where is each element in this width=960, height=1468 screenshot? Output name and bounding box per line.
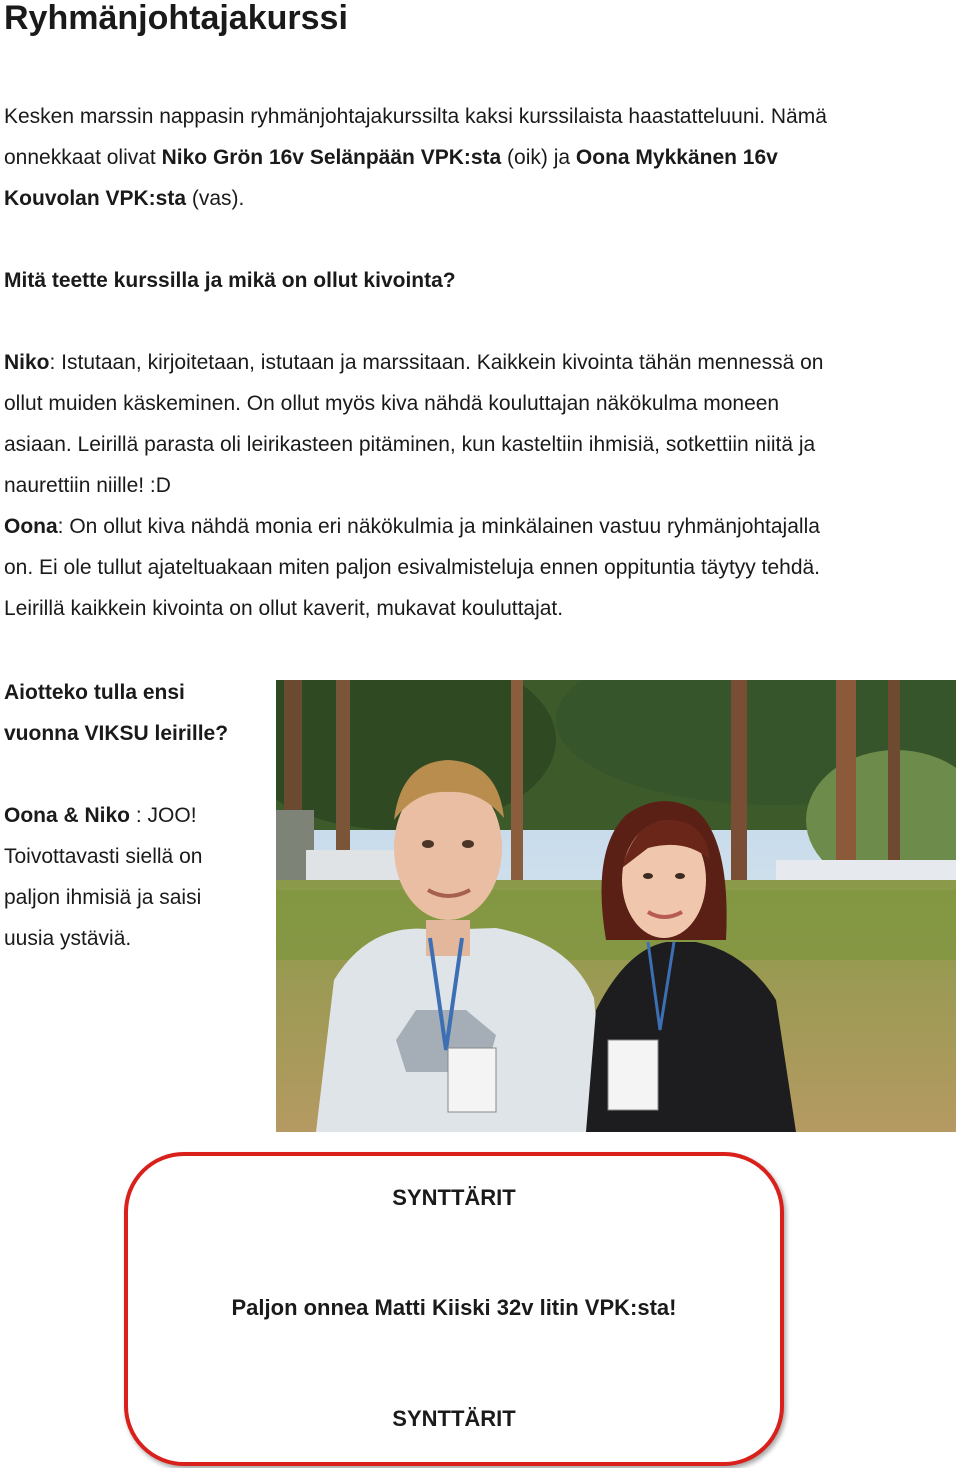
niko-name: Niko <box>4 351 50 374</box>
oona-answer-line-3: Leirillä kaikkein kivointa on ollut kaverit, mukavat kouluttajat. <box>4 597 564 620</box>
intro-line-3 <box>4 178 956 219</box>
answer-line-4: uusia ystäviä. <box>4 927 132 950</box>
intro-line-1: Kesken marssin nappasin ryhmänjohtajakurssilta kaksi kurssilaista haastatteluuni. Nämä <box>4 105 827 128</box>
page-title: Ryhmänjohtajakurssi <box>4 0 348 37</box>
question-2-text: Aiotteko tulla ensi <box>4 681 185 704</box>
intro-line-2 <box>4 137 956 178</box>
birthday-heading-bottom: SYNTTÄRIT <box>392 1406 516 1431</box>
intro-text: onnekkaat olivat <box>4 146 162 169</box>
oona-answer-line-1 <box>4 506 956 547</box>
niko-answer-line-2: ollut muiden käskeminen. On ollut myös kiva nähdä kouluttajan näkökulma moneen <box>4 392 780 415</box>
answer-joo: : JOO! <box>130 804 197 827</box>
niko-answer-line-1 <box>4 342 956 383</box>
niko-answer-line-3: asiaan. Leirillä parasta oli leirikasteen pitäminen, kun kasteltiin ihmisiä, sotkettiin niitä ja <box>4 433 816 456</box>
oona-credit-cont: Kouvolan VPK:sta <box>4 187 187 210</box>
niko-answer-line-4: naurettiin niille! :D <box>4 474 171 497</box>
intro-text: (vas). <box>186 187 245 210</box>
niko-credit: Niko Grön 16v Selänpään VPK:sta <box>161 146 502 169</box>
answer-line-1 <box>4 795 274 836</box>
answer-names: Oona & Niko <box>4 804 131 827</box>
birthday-heading-top: SYNTTÄRIT <box>392 1185 516 1210</box>
answer-line-3: paljon ihmisiä ja saisi <box>4 886 202 909</box>
intro-text: (oik) ja <box>501 146 576 169</box>
oona-answer-text: : On ollut kiva nähdä monia eri näkökulmia ja minkälainen vastuu ryhmänjohtajalla <box>57 515 820 538</box>
question-1-text: Mitä teette kurssilla ja mikä on ollut kivointa? <box>4 269 456 292</box>
niko-answer-text: : Istutaan, kirjoitetaan, istutaan ja marssitaan. Kaikkein kivointa tähän mennessä on <box>49 351 824 374</box>
answer-line-2: Toivottavasti siellä on <box>4 845 203 868</box>
question-2-line-1 <box>4 672 274 713</box>
question-2-text: vuonna VIKSU leirille? <box>4 722 229 745</box>
oona-answer-line-2: on. Ei ole tullut ajateltuakaan miten paljon esivalmisteluja ennen oppituntia täytyy tehdä. <box>4 556 821 579</box>
question-1 <box>4 260 956 301</box>
birthday-box <box>124 1152 784 1466</box>
oona-name: Oona <box>4 515 58 538</box>
interview-photo <box>276 680 956 1132</box>
birthday-message: Paljon onnea Matti Kiiski 32v litin VPK:sta! <box>231 1295 677 1320</box>
oona-credit: Oona Mykkänen 16v <box>575 146 778 169</box>
question-2-line-2 <box>4 713 274 754</box>
